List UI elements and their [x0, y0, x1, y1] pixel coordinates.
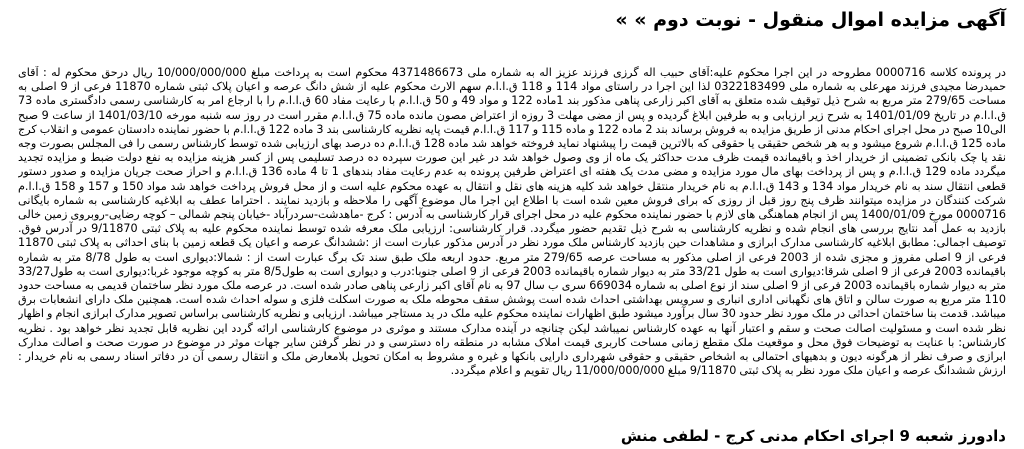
notice-body: در پرونده کلاسه 0000716 مطروحه در این اجرا محکوم علیه:آقای حبیب اله گرزی فرزند عزیز اله به شماره ملی 4371486673 محکوم است به پرداخت مبلغ 10/000/000/000 ریال درحق محکوم له : آقای حمیدرضا مجیدی فرزند مهرعلی به شماره ملی 0322183499 لذا این اجرا در راستای مواد 114 و 118 ق.ا.ا.م سهم الارث محکوم علیه از شش دانگ عرصه و اعیان پلاک ثبتی شماره 11870 فرعی از 9 اصلی به مساحت 279/65 متر مربع به شرح ذیل توقیف شده متعلق به آقای اکبر زارعی پناهی مذکور بند 1ماده 122 و مواد 49 و 50 ق.ا.ا.م با رعایت مفاد 60 ق.ا.ا.م را با ارجاع امر به کارشناسی رسمی دادگستری ماده 73 ق.ا.ا.م در تاریخ 1401/01/09 به شرح زیر ارزیابی و به طرفین ابلاغ گردیده و پس از مضی مهلت 3 روزه از اعتراض مصون مانده ماده 75 ق.ا.ا.م مقرر است در روز سه شنبه مورخه 1401/03/10 از ساعت 9 صبح الی10 صبح در محل اجرای احکام مدنی از طریق مزایده به فروش برساند بند 2 ماده 122 و ماده 115 و 117 ق.ا.ا.م قیمت پایه نظریه کارشناسی بند 3 ماده 122 ق.ا.ا.م با حضور نماینده دادستان عمومی و انقلاب کرج ماده 125 ق.ا.ا.م شروع میشود و به هر شخص حقیقی یا حقوقی که بالاترین قیمت را پیشنهاد نماید فروخته خواهد شد ماده 128 ق.ا.ا.م ده درصد بهای ارزیابی شده توسط کارشناس رسمی را فی المجلس بصورت وجه نقد یا چک بانکی تضمینی از خریدار اخذ و باقیمانده قیمت ظرف مدت حداکثر یک ماه از وی وصول خواهد شد در غیر این صورت سپرده ده درصد تسلیمی پس از کسر هزینه مزایده به نفع دولت ضبط و مزایده تجدید میگردد ماده 129 ق.ا.ا.م و پس از پرداخت بهای مال مورد مزایده و مضی مدت یک هفته ای اعتراض طرفین پرونده به عدم رعایت مفاد بندهای 1 تا 4 ماده 136 ق.ا.ا.م و احراز صحت جریان مزایده و صدور دستور قطعی انتقال سند به نام خریدار مواد 134 و 143 ق.ا.ا.م به نام خریدار منتقل خواهد شد کلیه هزینه های نقل و انتقال به عهده محکوم علیه است و از محل فروش پرداخت خواهد شد مواد 150 و 157 و 158 ق.ا.ا.م شرکت کنندگان در مزایده میتوانند ظرف پنج روز قبل از روزی که برای فروش معین شده است با اطلاع این اجرا مال موضوع آگهی را ملاحظه و بازدید نمایند . احتراما عطف به ابلاغیه کارشناسی به شماره بایگانی 0000716 مورخ 1400/01/09 پس از انجام هماهنگی های لازم با حضور نماینده محکوم علیه در محل اجرای قرار کارشناسی به آدرس : کرج -ماهدشت-سردرآباد -خیابان پنجم شمالی – کوچه رضایی-روبروی زمین خالی بازدید به عمل آمد نتایج بررسی های انجام شده و نظریه کارشناسی به شرح ذیل تقدیم حضور میگردد. قرار کارشناسی: ارزیابی ملک معرفه شده توسط نماینده محکوم علیه به پلاک ثبتی 9/11870 در آدرس فوق. توصیف اجمالی: مطابق ابلاغیه کارشناسی مدارک ابرازی و مشاهدات حین بازدید کارشناس ملک مورد نظر در آدرس مذکور عبارت است از :ششدانگ عرصه و اعیان یک قطعه زمین با بنای احداثی به پلاک ثبتی 11870 فرعی از 9 اصلی مفروز و مجزی شده از 2003 فرعی از اصلی مذکور به مساحت عرصه 279/65 متر مربع. حدود اربعه ملک طبق سند تک برگ عبارت است از : شمالا:دیواری است به طول 8/78 متر به شماره باقیمانده 2003 فرعی از 9 اصلی شرقا:دیواری است به طول 33/21 متر به دیوار شماره باقیمانده 2003 فرعی از 9 اصلی جنوبا:درب و دیواری است به طول8/5 متر به کوچه موجود غربا:دیواری است به طول33/27 متر به دیوار شماره باقیمانده 2003 فرعی از 9 اصلی سند از نوع اصلی به شماره 669034 سری ب سال 97 به نام آقای اکبر زارعی پناهی صادر شده است. در عرصه ملک مورد نظر ساختمان قدیمی به مساحت حدود 110 متر مربع به صورت سالن و اتاق های نگهبانی اداری انباری و سرویس بهداشتی احداث شده است پوشش سقف محوطه ملک به صورت اسکلت فلزی و سوله احداث شده است. همچنین ملک دارای انشعابات برق میباشد. قدمت بنا ساختمان احداثی در ملک مورد نظر حدود 30 سال برآورد میشود طبق اظهارات نماینده محکوم علیه ملک در ید مستاجر میباشد. ارزیابی و نظریه کارشناسی براساس تصویر مدارک ابرازی انجام و اظهار نظر شده است و مسئولیت اصالت صحت و سقم و اعتبار آنها به عهده کارشناس نمیباشد لیکن چنانچه در آینده مدارک مستند و موثری در موضوع کارشناسی ارائه گردد این نظریه قابل تجدید نظر خواهد بود . نظریه کارشناس: با عنایت به توضیحات فوق محل و موقعیت ملک مقطع زمانی مساحت کاربری قیمت املاک مشابه در منطقه راه دسترسی و در نظر گرفتن سایر جهات موثر در موضوع در صورت صحت و اصالت مدارک ابرازی و صرف نظر از هرگونه دیون و بدهیهای احتمالی به اشخاص حقیقی و حقوقی شهرداری دارایی بانکها و غیره و مشروط به امکان تحویل بلامعارض ملک و انتقال رسمی آن در دفاتر اسناد رسمی به نام خریدار : ارزش ششدانگ عرصه و اعیان ملک مورد نظر به پلاک ثبتی 9/11870 مبلغ 11/000/000/000 ریال تقویم و اعلام میگردد. [18, 66, 1006, 378]
notice-signature: دادورز شعبه 9 اجرای احکام مدنی کرج - لطفی منش [620, 427, 1006, 445]
notice-title: آگهی مزایده اموال منقول - نوبت دوم » » [615, 9, 1006, 31]
